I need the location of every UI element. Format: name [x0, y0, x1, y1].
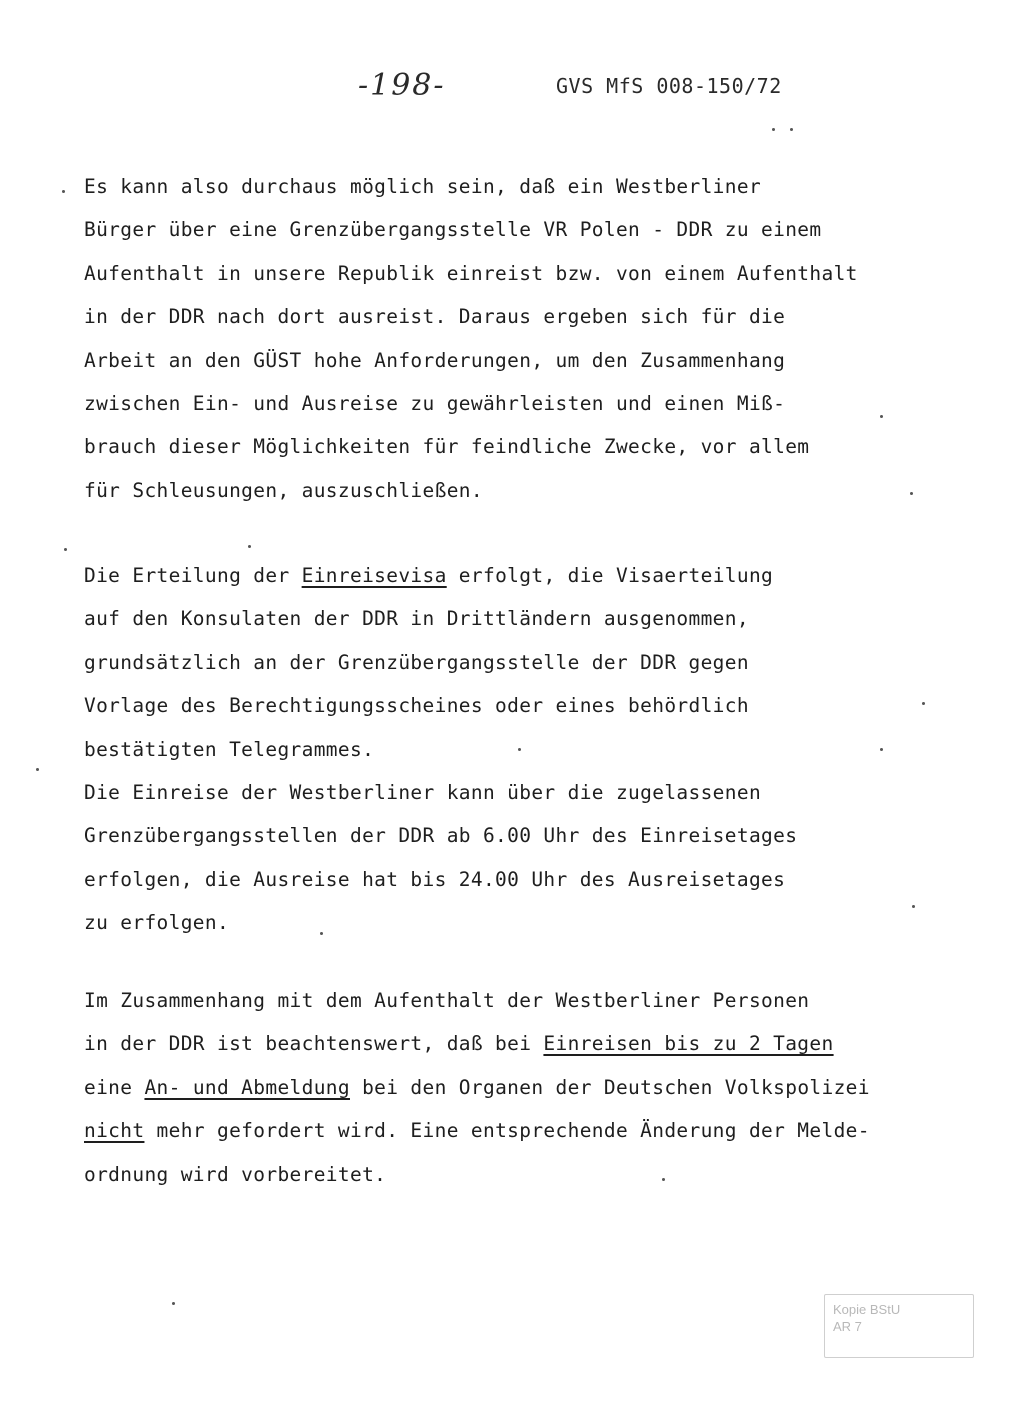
text-line [84, 641, 944, 684]
text-line [84, 252, 944, 295]
text-line [84, 1022, 944, 1065]
text-segment: Die Erteilung der [84, 564, 302, 587]
underlined-phrase: Einreisevisa [301, 564, 447, 587]
text-segment: erfolgt, die Visaerteilung [446, 564, 774, 587]
text-segment: bestätigten Telegrammes. [84, 737, 375, 761]
text-line [84, 165, 944, 208]
scan-speck [790, 128, 793, 131]
text-segment: zwischen Ein- und Ausreise zu gewährleisten und einen Miß- [84, 392, 786, 416]
text-segment: Es kann also durchaus möglich sein, daß ein Westberliner [84, 175, 762, 198]
text-segment: bei den Organen der Deutschen Volkspolizei [349, 1075, 870, 1099]
scan-speck [518, 748, 521, 751]
text-line [84, 339, 944, 382]
text-line [84, 979, 944, 1022]
text-line [84, 684, 944, 727]
text-line [84, 295, 944, 338]
text-segment: Vorlage des Berechtigungsscheines oder eines behördlich [84, 694, 749, 718]
text-segment: ordnung wird vorbereitet. [84, 1162, 387, 1186]
text-line [84, 814, 944, 857]
text-segment: Bürger über eine Grenzübergangsstelle VR Polen - DDR zu einem [84, 218, 822, 242]
text-segment: mehr gefordert wird. Eine entsprechende Änderung der Melde- [144, 1119, 870, 1143]
text-segment: Aufenthalt in unsere Republik einreist bzw. von einem Aufenthalt [84, 261, 858, 285]
document-reference: GVS MfS 008-150/72 [556, 74, 782, 98]
text-line [84, 208, 944, 251]
text-line [84, 858, 944, 901]
underlined-phrase: An- und Abmeldung [144, 1075, 350, 1099]
text-segment: in der DDR nach dort ausreist. Daraus ergeben sich für die [84, 305, 786, 329]
text-line [84, 728, 944, 771]
page-number: -198- [358, 68, 446, 103]
text-line [84, 1066, 944, 1109]
scan-speck [172, 1302, 175, 1305]
text-segment: zu erfolgen. [84, 911, 230, 935]
text-line [84, 1153, 944, 1196]
text-line [84, 469, 944, 512]
scan-speck [248, 545, 251, 548]
scan-speck [772, 128, 775, 131]
scan-speck [912, 905, 915, 908]
archive-stamp [824, 1294, 974, 1358]
scan-speck [922, 702, 925, 705]
scan-speck [880, 415, 883, 418]
stamp-line-1: Kopie BStU [833, 1302, 901, 1317]
text-segment: Im Zusammenhang mit dem Aufenthalt der Westberliner Personen [84, 989, 810, 1012]
scan-speck [36, 768, 39, 771]
underlined-phrase: nicht [84, 1119, 145, 1143]
text-segment: erfolgen, die Ausreise hat bis 24.00 Uhr des Ausreisetages [84, 867, 786, 891]
paragraph-3 [84, 979, 944, 1196]
stamp-line-2: AR 7 [833, 1319, 862, 1334]
paragraph-2 [84, 554, 944, 945]
text-segment: brauch dieser Möglichkeiten für feindliche Zwecke, vor allem [84, 435, 810, 459]
scan-speck [64, 548, 67, 551]
text-segment: auf den Konsulaten der DDR in Drittländern ausgenommen, [84, 607, 749, 631]
text-line [84, 771, 944, 814]
text-line [84, 597, 944, 640]
scan-speck [62, 190, 65, 193]
text-segment: eine [84, 1075, 145, 1099]
scan-speck [880, 748, 883, 751]
paragraph-1 [84, 165, 944, 512]
text-line [84, 1109, 944, 1152]
text-line [84, 554, 944, 597]
text-segment: Die Einreise der Westberliner kann über die zugelassenen [84, 781, 762, 805]
text-line [84, 425, 944, 468]
text-segment: grundsätzlich an der Grenzübergangsstelle der DDR gegen [84, 650, 749, 674]
underlined-phrase: Einreisen bis zu 2 Tagen [543, 1032, 834, 1056]
text-segment: für Schleusungen, auszuschließen. [84, 478, 483, 502]
scan-speck [662, 1178, 665, 1181]
scan-speck [910, 492, 913, 495]
text-segment: in der DDR ist beachtenswert, daß bei [84, 1032, 544, 1056]
text-line [84, 382, 944, 425]
text-segment: Arbeit an den GÜST hohe Anforderungen, um den Zusammenhang [84, 348, 786, 372]
text-line [84, 901, 944, 944]
text-segment: Grenzübergangsstellen der DDR ab 6.00 Uhr des Einreisetages [84, 824, 798, 848]
scan-speck [320, 932, 323, 935]
